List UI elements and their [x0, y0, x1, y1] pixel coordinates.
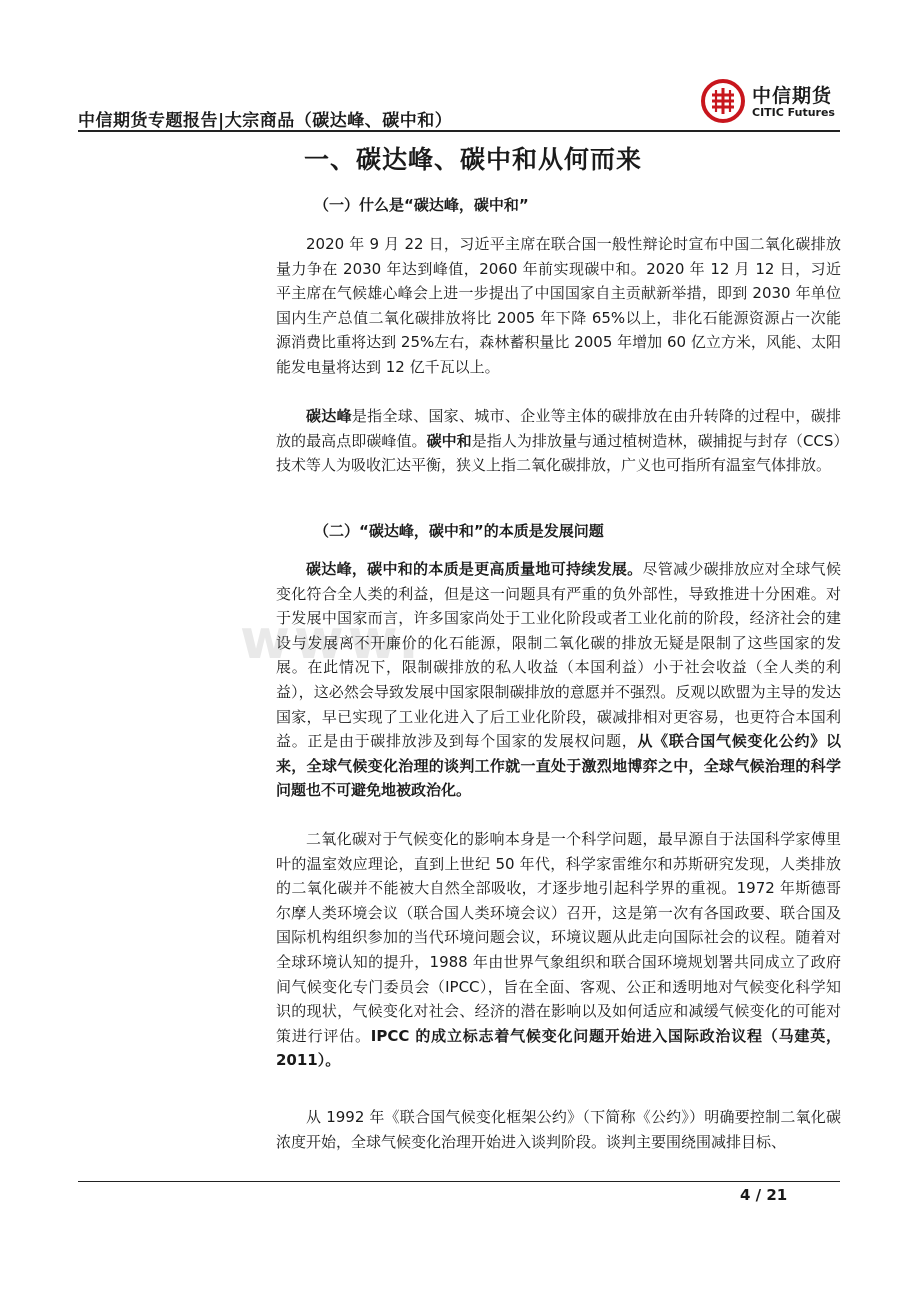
paragraph-1: 2020 年 9 月 22 日，习近平主席在联合国一般性辩论时宣布中国二氧化碳排放量力争在 2030 年达到峰值，2060 年前实现碳中和。2020 年 12 月 12 日，习近平主席在气候雄心峰会上进一步提出了中国国家自主贡献新举措，即到 2030 年单位国内生产总值二氧化碳排放将比 2005 年下降 65%以上，非化石能源资源占一次能源消费比重将达到 25%左右，森林蓄积量比 2005 年增加 60 亿立方米，风能、太阳能发电量将达到 12 亿千瓦以上。 [276, 235, 841, 376]
paragraph-3: 碳达峰，碳中和的本质是更高质量地可持续发展。尽管减少碳排放应对全球气候变化符合全人类的利益，但是这一问题具有严重的负外部性，导致推进十分困难。对于发展中国家而言，许多国家尚处于工业化阶段或者工业化前的阶段，经济社会的建设与发展离不开廉价的化石能源，限制二氧化碳的排放无疑是限制了这些国家的发展。在此情况下，限制碳排放的私人收益（本国利益）小于社会收益（全人类的利益），这必然会导致发展中国家限制碳排放的意愿并不强烈。反观以欧盟为主导的发达国家，早已实现了工业化进入了后工业化阶段，碳减排相对更容易，也更符合本国利益。正是由于碳排放涉及到每个国家的发展权问题，从《联合国气候变化公约》以来，全球气候变化治理的谈判工作就一直处于激烈地博弈之中，全球气候治理的科学问题也不可避免地被政治化。 [276, 560, 841, 800]
footer-divider [78, 1181, 840, 1182]
citic-logo-icon [700, 78, 746, 124]
paragraph-5: 从 1992 年《联合国气候变化框架公约》（下简称《公约》）明确要控制二氧化碳浓度开始，全球气候变化治理开始进入谈判阶段。谈判主要围绕围减排目标、 [276, 1108, 841, 1151]
watermark: www. [240, 608, 423, 671]
section-title: 一、碳达峰、碳中和从何而来 [304, 145, 643, 174]
report-title: 中信期货专题报告|大宗商品（碳达峰、碳中和） [78, 111, 453, 131]
logo-chinese-name: 中信期货 [752, 85, 833, 107]
term-carbon-neutral: 碳中和 [426, 431, 472, 450]
subsection-title-2: （二）“碳达峰，碳中和”的本质是发展问题 [314, 522, 604, 540]
page-header [78, 78, 840, 133]
term-carbon-peak: 碳达峰 [306, 407, 352, 425]
paragraph-2: 碳达峰是指全球、国家、城市、企业等主体的碳排放在由升转降的过程中，碳排放的最高点即碳峰值。碳中和是指人为排放量与通过植树造林，碳捕捉与封存（CCS）技术等人为吸收汇达平衡，狭义上指二氧化碳排放，广义也可指所有温室气体排放。 [276, 407, 841, 475]
page-number: 4 / 21 [740, 1186, 788, 1204]
subsection-title-1: （一）什么是“碳达峰，碳中和” [314, 196, 529, 214]
citic-logo [700, 78, 840, 126]
paragraph-4: 二氧化碳对于气候变化的影响本身是一个科学问题，最早源自于法国科学家傅里叶的温室效应理论，直到上世纪 50 年代，科学家雷维尔和苏斯研究发现，人类排放的二氧化碳并不能被大自然全部吸收，才逐步地引起科学界的重视。1972 年斯德哥尔摩人类环境会议（联合国人类环境会议）召开，这是第一次有各国政要、联合国及国际机构组织参加的当代环境问题会议，环境议题从此走向国际社会的议程。随着对全球环境认知的提升，1988 年由世界气象组织和联合国环境规划署共同成立了政府间气候变化专门委员会（IPCC），旨在全面、客观、公正和透明地对气候变化科学知识的现状，气候变化对社会、经济的潜在影响以及如何适应和减缓气候变化的可能对策进行评估。IPCC 的成立标志着气候变化问题开始进入国际政治议程（马建英，2011）。 [276, 830, 841, 1070]
header-divider [78, 130, 840, 132]
logo-english-name: CITIC Futures [752, 106, 835, 119]
